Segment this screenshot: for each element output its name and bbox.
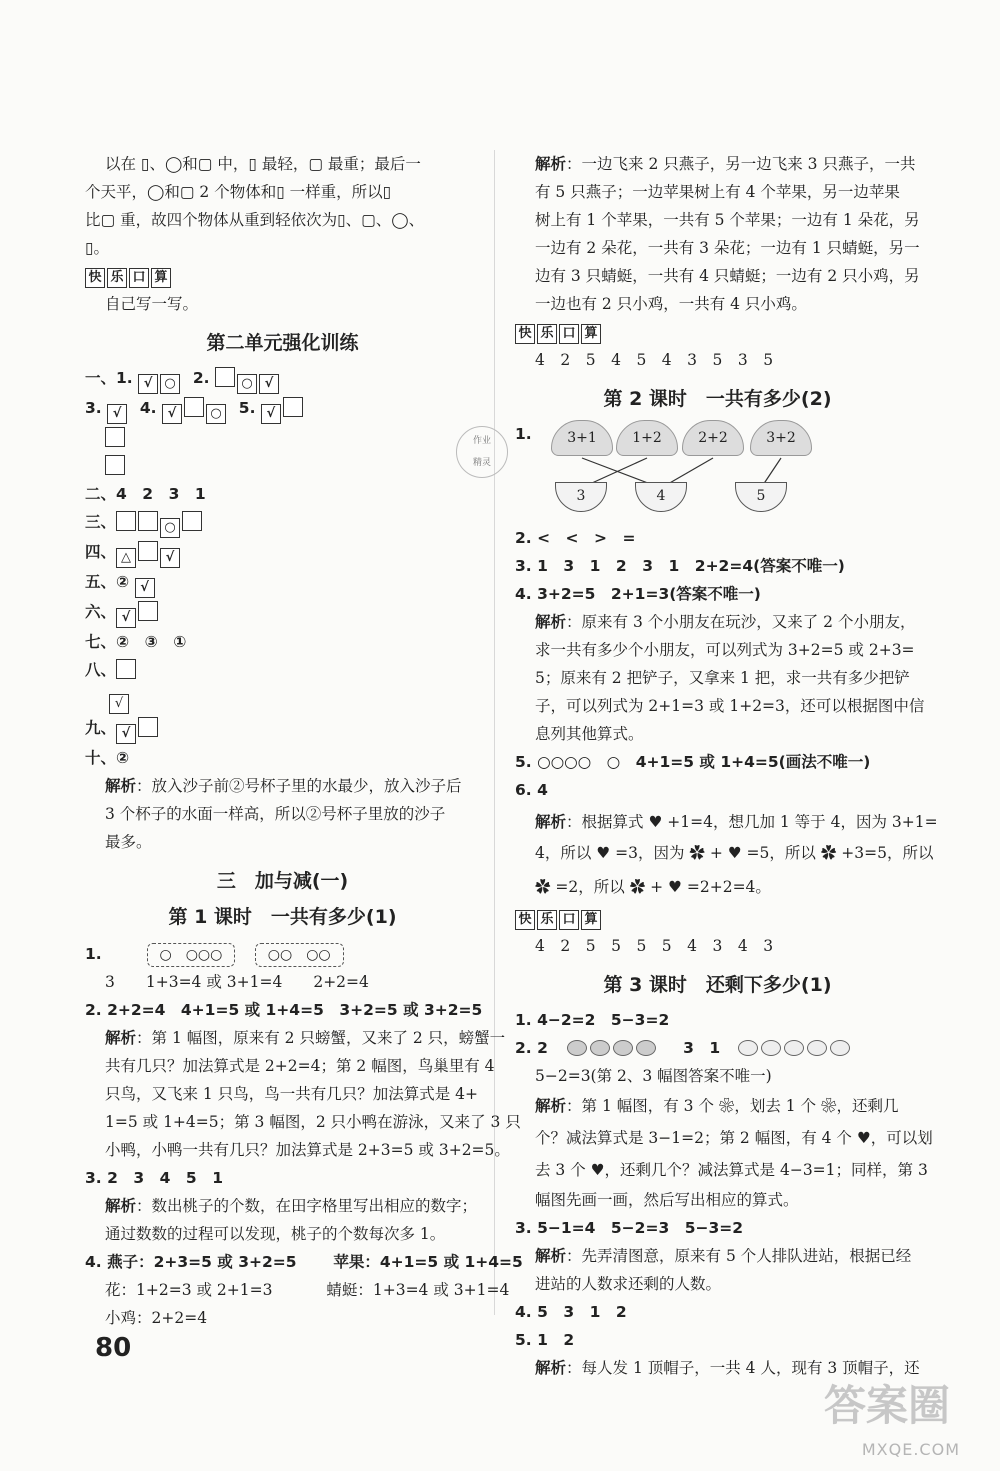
answer-box: √ — [116, 608, 136, 628]
watermark-url: MXQE.COM — [861, 1440, 960, 1459]
explanation-line — [515, 1242, 920, 1270]
badge-char: 快 — [515, 910, 535, 930]
badge-char: 算 — [581, 324, 601, 344]
mushroom: 2+2 — [682, 420, 744, 456]
explanation-line — [515, 1090, 920, 1122]
explanation-line: 只鸟，又飞来 1 只鸟，鸟一共有几只？加法算式是 4+ — [105, 1085, 478, 1103]
answer-row — [515, 1034, 920, 1062]
answer-box — [116, 511, 136, 531]
badge-char: 算 — [581, 910, 601, 930]
answer-row: 3 1+3=4 或 3+1=4 2+2=4 — [105, 973, 369, 991]
page-number: 80 — [95, 1333, 132, 1363]
jiexi-label: 解析 — [105, 1196, 137, 1215]
badge-char: 口 — [129, 268, 149, 288]
answer-box: ○ — [160, 374, 180, 394]
explanation-text: ：放入沙子前②号杯子里的水最少，放入沙子后 — [136, 777, 462, 795]
answer-box: √ — [160, 548, 180, 568]
explanation-line: 子，可以列式为 2+1=3 或 1+2=3，还可以根据图中信 — [535, 697, 925, 715]
q-label: 三、 — [85, 513, 117, 531]
answer-box: √ — [261, 404, 281, 424]
explanation-text: ：先弄清图意，原来有 5 个人排队进站，根据已经 — [566, 1247, 912, 1265]
answer-text: 4. 燕子：2+3=5 或 3+2=5 — [85, 1253, 297, 1271]
answer-row: 3. 5−1=4 5−2=3 5−3=2 — [515, 1219, 744, 1237]
answer-box — [105, 455, 125, 475]
face-figures — [738, 1040, 850, 1056]
explanation-line: 个？减法算式是 3−1=2；第 2 幅图，有 4 个 ♥，可以划 — [535, 1129, 933, 1147]
explanation-line — [85, 772, 480, 800]
answer-row: 七、② ③ ① — [85, 633, 187, 651]
answer-box — [184, 397, 204, 417]
q-label: 九、 — [85, 719, 117, 737]
answer-box — [283, 397, 303, 417]
answer-box: ○ — [160, 518, 180, 538]
text-line: ▯。 — [85, 239, 110, 257]
answer-box — [182, 511, 202, 531]
answer-box — [138, 511, 158, 531]
dashed-group-box: ○○ ○○ — [255, 943, 344, 967]
explanation-line: 最多。 — [105, 833, 152, 851]
q-label: 5. — [238, 399, 256, 417]
answer-row: 二、4 2 3 1 — [85, 485, 206, 503]
q-label: 4. — [139, 399, 157, 417]
answer-box: √ — [259, 374, 279, 394]
explanation-line: 4，所以 ♥ =3，因为 ✿ + ♥ =5，所以 ✿ +3=5，所以 — [535, 844, 934, 862]
stamp-text: 精灵 — [472, 458, 491, 468]
heart-figures — [567, 1040, 656, 1056]
answer-text: 2. 2 — [515, 1039, 548, 1057]
badge-char: 乐 — [107, 268, 127, 288]
explanation-line: 1=5 或 1+4=5；第 3 幅图，2 只小鸭在游泳，又来了 3 只 — [105, 1113, 521, 1131]
badge-char: 乐 — [537, 910, 557, 930]
mental-math-answers: 4 2 5 4 5 4 3 5 3 5 — [535, 351, 774, 369]
answer-row — [85, 940, 480, 968]
mushroom: 3+2 — [750, 420, 812, 456]
basket: 5 — [735, 482, 787, 512]
answer-box — [138, 541, 158, 561]
answer-box — [138, 601, 158, 621]
answer-box: √ — [138, 374, 158, 394]
explanation-line: 通过数数的过程可以发现，桃子的个数每次多 1。 — [105, 1225, 446, 1243]
right-column — [515, 150, 938, 1382]
jiexi-label: 解析 — [105, 776, 137, 795]
q-label: 3. — [85, 399, 102, 417]
explanation-text: ：一边飞来 2 只燕子，另一边飞来 3 只燕子，一共 — [566, 155, 916, 173]
answer-row: 6. 4 — [515, 781, 548, 799]
answer-box — [215, 367, 235, 387]
kuaile-kousuan-badge — [515, 324, 601, 344]
explanation-line: 求一共有多少个小朋友，可以列式为 3+2=5 或 2+3= — [535, 641, 915, 659]
explanation-line — [515, 608, 920, 636]
answer-text: 蜻蜓：1+3=4 或 3+1=4 — [326, 1281, 510, 1299]
answer-row: 5−2=3(第 2、3 幅图答案不唯一) — [535, 1067, 772, 1085]
explanation-line: 树上有 1 个苹果，一共有 5 个苹果；一边有 1 朵花，另 — [535, 211, 920, 229]
answer-row — [85, 656, 480, 684]
explanation-line — [515, 150, 920, 178]
explanation-line — [85, 1192, 480, 1220]
answer-box: △ — [116, 548, 136, 568]
answer-row: 2. < < > = — [515, 529, 636, 547]
badge-char: 口 — [559, 910, 579, 930]
answer-row — [85, 394, 480, 424]
jiexi-label: 解析 — [535, 154, 567, 173]
answer-row: 小鸡：2+2=4 — [105, 1309, 208, 1327]
kuaile-kousuan-badge — [85, 268, 171, 288]
explanation-text: ：第 1 幅图，原来有 2 只螃蟹，又来了 2 只，螃蟹一 — [136, 1029, 506, 1047]
mushroom-matching-figure — [551, 420, 920, 520]
answer-row — [85, 452, 480, 480]
badge-char: 乐 — [537, 324, 557, 344]
text-line: 比▢ 重，故四个物体从重到轻依次为▯、▢、◯、 — [85, 211, 425, 229]
badge-char: 快 — [515, 324, 535, 344]
mushroom: 3+1 — [551, 420, 613, 456]
answer-row — [85, 424, 480, 452]
homework-stamp — [456, 426, 508, 478]
answer-text: 苹果：4+1=5 或 1+4=5 — [333, 1253, 523, 1271]
explanation-line: 3 个杯子的水面一样高，所以②号杯子里放的沙子 — [105, 805, 446, 823]
explanation-line — [85, 1024, 506, 1052]
answer-box — [105, 427, 125, 447]
jiexi-label: 解析 — [535, 1096, 567, 1115]
answer-row — [85, 1276, 510, 1304]
answer-box: √ — [109, 694, 129, 714]
answer-box: √ — [107, 404, 127, 424]
explanation-line: 进站的人数求还剩的人数。 — [535, 1275, 722, 1293]
text-line: 以在 ▯、◯和▢ 中，▯ 最轻，▢ 最重；最后一 — [105, 155, 421, 173]
answer-row — [85, 684, 480, 714]
answer-row: 5. 1 2 — [515, 1331, 575, 1349]
explanation-text: ：数出桃子的个数，在田字格里写出相应的数字； — [136, 1197, 478, 1215]
explanation-line: 共有几只？加法算式是 2+2=4；第 2 幅图，鸟巢里有 4 — [105, 1057, 495, 1075]
dashed-group-box: ○ ○○○ — [147, 943, 236, 967]
text-line: 个天平，◯和▢ 2 个物体和▯ 一样重，所以▯ — [85, 183, 392, 201]
explanation-line: 息列其他算式。 — [535, 725, 644, 743]
explanation-text: ：原来有 3 个小朋友在玩沙，又来了 2 个小朋友， — [566, 613, 916, 631]
answer-text: 3 1 — [683, 1039, 721, 1057]
kuaile-text: 自己写一写。 — [105, 295, 199, 313]
badge-char: 快 — [85, 268, 105, 288]
answer-row — [85, 598, 480, 628]
q-label: 2. — [192, 369, 210, 387]
explanation-line: 5；原来有 2 把铲子，又拿来 1 把，求一共有多少把铲 — [535, 669, 910, 687]
answer-row: 1. 4−2=2 5−3=2 — [515, 1011, 670, 1029]
mental-math-answers: 4 2 5 5 5 5 4 3 4 3 — [535, 937, 774, 955]
explanation-text: ：根据算式 ♥ +1=4，想几加 1 等于 4，因为 3+1= — [566, 813, 938, 831]
answer-box: ○ — [206, 404, 226, 424]
basket: 4 — [635, 482, 687, 512]
answer-row — [85, 568, 480, 598]
jiexi-label: 解析 — [535, 812, 567, 831]
q-label: 八、 — [85, 661, 117, 679]
answer-row — [85, 1248, 523, 1276]
answer-row: 3. 2 3 4 5 1 — [85, 1169, 223, 1187]
lesson3-title: 第 3 课时 还剩下多少(1) — [603, 974, 832, 996]
answer-row — [85, 538, 480, 568]
answer-row: 5. ○○○○ ○ 4+1=5 或 1+4=5(画法不唯一) — [515, 753, 871, 771]
q-label: 一、1. — [85, 369, 133, 387]
explanation-text: ：第 1 幅图，有 3 个 ❀，划去 1 个 ❀，还剩几 — [566, 1097, 899, 1115]
badge-char: 口 — [559, 324, 579, 344]
intro-paragraph — [85, 150, 480, 262]
q-label: 1. — [85, 945, 102, 963]
answer-row: 2. 2+2=4 4+1=5 或 1+4=5 3+2=5 或 3+2=5 — [85, 1001, 483, 1019]
explanation-text: ：每人发 1 顶帽子，一共 4 人，现有 3 顶帽子，还 — [566, 1359, 920, 1377]
q-label: 四、 — [85, 543, 117, 561]
answer-row: 1. — [515, 425, 532, 443]
answer-box — [138, 717, 158, 737]
lesson2-title: 第 2 课时 一共有多少(2) — [603, 388, 832, 410]
jiexi-label: 解析 — [535, 612, 567, 631]
explanation-line — [515, 808, 938, 836]
unit3-title: 三 加与减(一) — [216, 870, 349, 892]
lesson1-answers — [85, 940, 523, 1332]
answer-row: 十、② — [85, 749, 130, 767]
basket: 3 — [555, 482, 607, 512]
stamp-text: 作业 — [472, 436, 491, 446]
explanation-line: ✿ =2，所以 ✿ + ♥ =2+2=4。 — [535, 878, 771, 896]
jiexi-label: 解析 — [105, 1028, 137, 1047]
explanation-line: 一边有 2 朵花，一共有 3 朵花；一边有 1 只蜻蜓，另一 — [535, 239, 920, 257]
explanation-line: 幅图先画一画，然后写出相应的算式。 — [535, 1191, 799, 1209]
answer-row — [85, 364, 480, 394]
jiexi-label: 解析 — [535, 1358, 567, 1377]
answer-text: 花：1+2=3 或 2+1=3 — [105, 1281, 273, 1299]
answer-row — [85, 714, 480, 744]
unit2-answers — [85, 364, 480, 856]
answer-box: √ — [162, 404, 182, 424]
watermark-logo: 答案圈 — [823, 1381, 950, 1430]
answer-box: √ — [116, 724, 136, 744]
q-label: 五、② — [85, 573, 130, 591]
kuaile-kousuan-badge — [515, 910, 601, 930]
lesson1-title: 第 1 课时 一共有多少(1) — [168, 906, 397, 928]
answer-row: 4. 3+2=5 2+1=3(答案不唯一) — [515, 585, 761, 603]
badge-char: 算 — [151, 268, 171, 288]
explanation-line: 边有 3 只蜻蜓，一共有 4 只蜻蜓；一边有 2 只小鸡，另 — [535, 267, 920, 285]
answer-box: √ — [135, 578, 155, 598]
answer-box — [116, 659, 136, 679]
explanation-line: 小鸭，小鸭一共有几只？加法算式是 2+3=5 或 3+2=5。 — [105, 1141, 510, 1159]
mushroom: 1+2 — [616, 420, 678, 456]
answer-box: ○ — [237, 374, 257, 394]
answer-row: 4. 5 3 1 2 — [515, 1303, 627, 1321]
q-label: 六、 — [85, 603, 117, 621]
unit2-title: 第二单元强化训练 — [206, 332, 359, 354]
answer-row: 3. 1 3 1 2 3 1 2+2=4(答案不唯一) — [515, 557, 845, 575]
answer-row — [85, 508, 480, 538]
explanation-line: 有 5 只燕子；一边苹果树上有 4 个苹果，另一边苹果 — [535, 183, 900, 201]
explanation-line: 一边也有 2 只小鸡，一共有 4 只小鸡。 — [535, 295, 807, 313]
jiexi-label: 解析 — [535, 1246, 567, 1265]
explanation-line: 去 3 个 ♥，还剩几个？减法算式是 4−3=1；同样，第 3 — [535, 1161, 928, 1179]
